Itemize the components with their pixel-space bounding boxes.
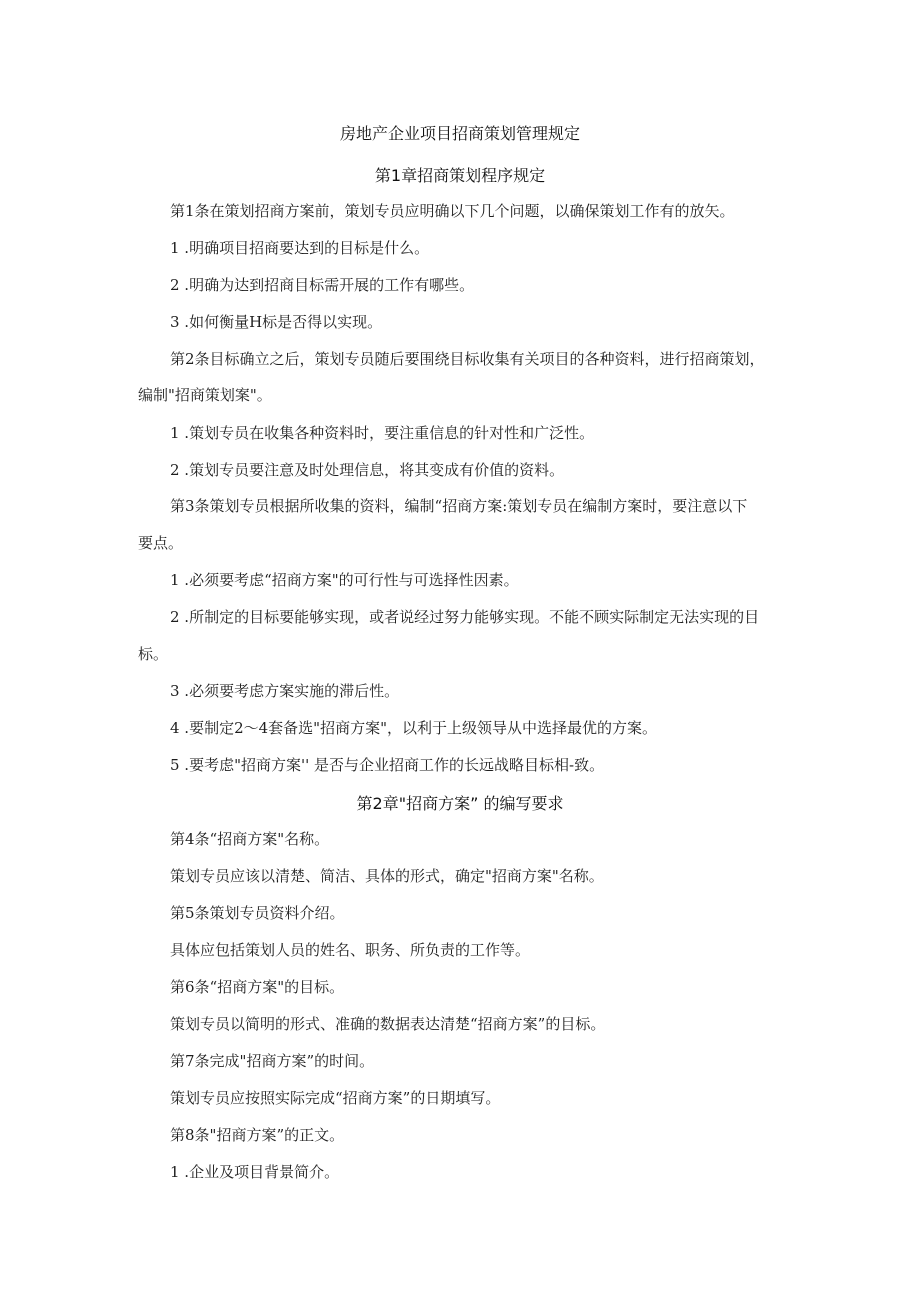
chapter-2-line: 第6条“招商方案"的目标。 (170, 978, 345, 996)
chapter-2-line: 策划专员以简明的形式、准确的数据表达清楚“招商方案”的目标。 (170, 1015, 606, 1033)
chapter-2-heading: 第2章"招商方案” 的编写要求 (356, 794, 564, 813)
article-1-item-1: 1 .明确项目招商要达到的目标是什么。 (170, 239, 430, 257)
chapter-2-line: 第4条“招商方案"名称。 (170, 830, 330, 848)
article-3-item-2-cont: 标。 (138, 645, 169, 663)
chapter-2-line: 第5条策划专员资料介绍。 (170, 904, 345, 922)
document-title: 房地产企业项目招商策划管理规定 (339, 124, 580, 143)
article-2-item-2: 2 .策划专员要注意及时处理信息，将其变成有价值的资料。 (170, 461, 565, 479)
article-3-item-3: 3 .必须要考虑方案实施的滞后性。 (170, 682, 400, 700)
article-3-line-2: 要点。 (138, 534, 184, 552)
article-2-item-1: 1 .策划专员在收集各种资料时，要注重信息的针对性和广泛性。 (170, 424, 595, 442)
chapter-2-line: 1 .企业及项目背景简介。 (170, 1163, 340, 1181)
chapter-2-line: 策划专员应按照实际完成“招商方案”的日期填写。 (170, 1089, 501, 1107)
chapter-1-heading: 第1章招商策划程序规定 (374, 166, 546, 185)
article-1-item-2: 2 .明确为达到招商目标需开展的工作有哪些。 (170, 276, 475, 294)
article-3-item-2: 2 .所制定的目标要能够实现，或者说经过努力能够实现。不能不顾实际制定无法实现的目 (170, 608, 760, 626)
chapter-2-line: 第8条"招商方案”的正文。 (170, 1126, 345, 1144)
article-3-item-5: 5 .要考虑"招商方案'' 是否与企业招商工作的长远战略目标相-致。 (170, 756, 605, 774)
article-2-line-1: 第2条目标确立之后，策划专员随后要围绕目标收集有关项目的各种资料，进行招商策划， (170, 350, 765, 368)
chapter-2-line: 策划专员应该以清楚、简洁、具体的形式，确定"招商方案"名称。 (170, 867, 604, 885)
article-1: 第1条在策划招商方案前，策划专员应明确以下几个问题，以确保策划工作有的放矢。 (170, 202, 735, 220)
article-2-line-2: 编制"招商策划案"。 (138, 386, 272, 404)
article-3-item-4: 4 .要制定2～4套备选"招商方案"，以利于上级领导从中选择最优的方案。 (170, 719, 657, 737)
article-3-item-1: 1 .必须要考虑“招商方案"的可行性与可选择性因素。 (170, 571, 519, 589)
article-3-line-1: 第3条策划专员根据所收集的资料，编制“招商方案:策划专员在编制方案时，要注意以下 (170, 497, 748, 515)
chapter-2-line: 具体应包括策划人员的姓名、职务、所负责的工作等。 (170, 941, 531, 959)
article-1-item-3: 3 .如何衡量H标是否得以实现。 (170, 313, 383, 331)
chapter-2-line: 第7条完成"招商方案”的时间。 (170, 1052, 375, 1070)
